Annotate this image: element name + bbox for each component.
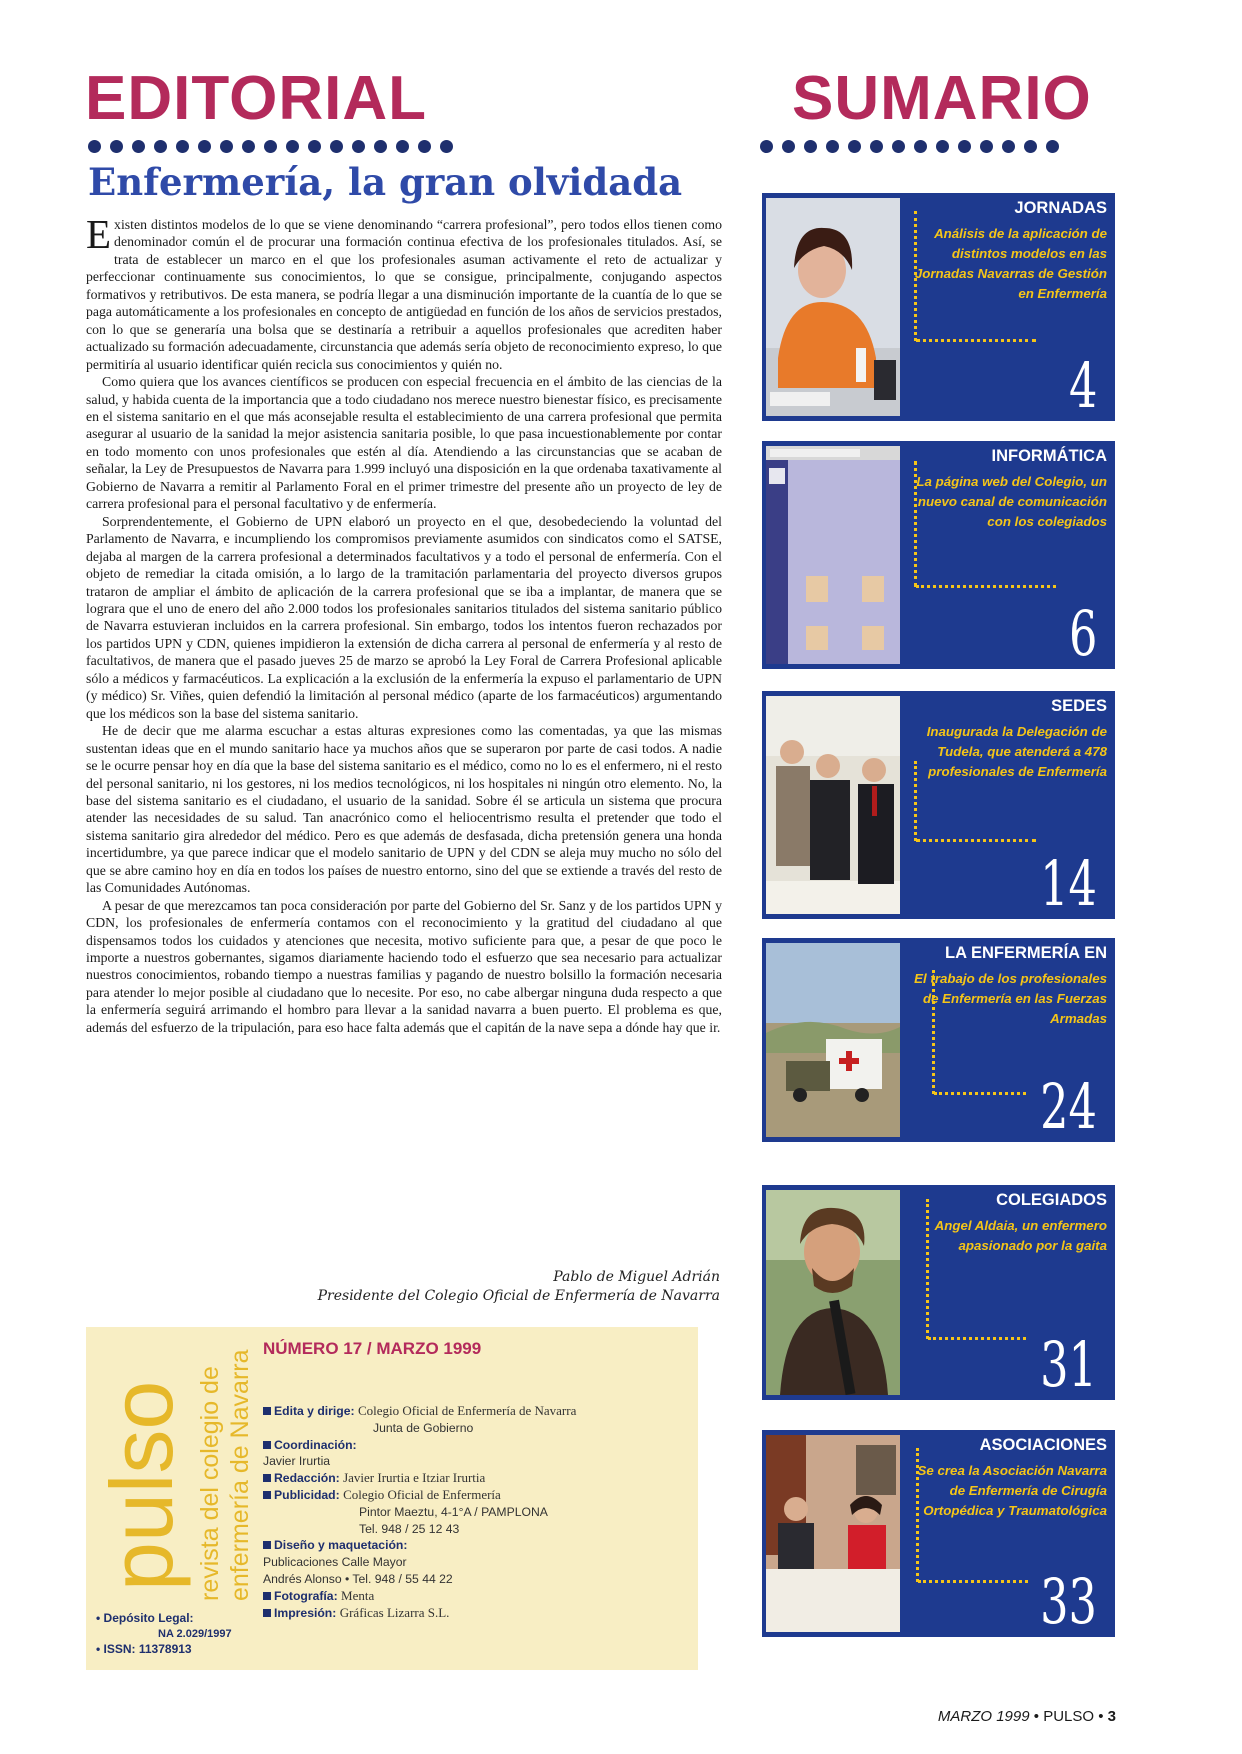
photo-website-screenshot-icon	[766, 446, 900, 664]
editorial-paragraph: Como quiera que los avances científicos se producen con especial frecuencia en el ámbito de las ciencias de la salud, y habida cuenta de la importancia que a todo ciudadano nos merece nuestro bienestar físico, es precisamente en el sistema sanitario en el que más aconsejable resulta el establecimiento de una carrera profesional que permita asegurar al usuario de la sanidad la mejor asistencia sanitaria posible, lo que pasa incuestionablemente por contar en todo momento con unos profesionales que estén al día. Atendiendo a las circunstancias que se acaban de señalar, la Ley de Presupuestos de Navarra para 1.999 incluyó una disposición en la que ordenaba taxativamente al Gobierno de Navarra a remitir al Parlamento Foral en el primer trimestre del presente año un proyecto de ley de carrera profesional para el personal facultativo y de enfermería.	[86, 374, 722, 512]
footer-page-number: 3	[1107, 1708, 1116, 1725]
sumario-item-asociaciones[interactable]	[762, 1430, 1115, 1637]
credit-redaccion: Redacción: Javier Irurtia e Itziar Irurtia	[263, 1470, 683, 1487]
sumario-description: La página web del Colegio, un nuevo canal de comunicación con los colegiados	[916, 474, 1107, 529]
sumario-page-number: 6	[1068, 597, 1097, 670]
editorial-paragraph: Sorprendentemente, el Gobierno de UPN elaboró un proyecto en el que, desobedeciendo la voluntad del Parlamento de Navarra, e incumpliendo los compromisos previamente asumidos con sindicatos como el SATSE, dejaba al margen de la carrera profesional a determinados facultativos y a todo el personal de enfermería. Con el objeto de remediar la citada omisión, a lo largo de la tramitación parlamentaria del proyecto diversos grupos trataron de ampliar el ámbito de aplicación de la carrera profesional que se iba a implantar, de manera que se lograra que el uno de enero del año 2.000 todos los profesionales sanitarios titulados del sistema sanitario público de Navarra estuvieran incluidos en la carrera profesional. Sin embargo, todos los intentos fueron rechazados por los partidos UPN y CDN, quienes impidieron la extensión de dicha carrera al personal de enfermería y al resto de facultativos, de manera que el pasado jueves 25 de marzo se aprobó la Ley Foral de Carrera Profesional aplicable sólo a médicos y farmacéuticos. La explicación a la exclusión de la enfermería la expuso el parlamentario de UPN (y médico) Sr. Viñes, quien defendió la limitación al personal médico (aparte de los farmacéuticos) argumentando que los médicos son la base del sistema sanitario.	[86, 513, 722, 721]
masthead-credits	[263, 1339, 683, 1621]
pulso-logo-text: pulso	[92, 1380, 191, 1591]
sumario-text	[907, 447, 1107, 532]
photo-inauguration-group-icon	[766, 696, 900, 914]
editorial-dot-rule	[88, 140, 453, 153]
legal-info	[96, 1611, 232, 1658]
sumario-item-jornadas[interactable]	[762, 193, 1115, 421]
footer-separator: •	[1033, 1708, 1040, 1725]
sumario-category: INFORMÁTICA	[991, 447, 1107, 465]
issn: • ISSN: 11378913	[96, 1642, 192, 1656]
sumario-text	[907, 944, 1107, 1029]
sumario-page-number: 14	[1040, 847, 1097, 920]
credit-coordinacion-value: Javier Irurtia	[263, 1454, 331, 1469]
sumario-item-colegiados[interactable]	[762, 1185, 1115, 1400]
masthead-tagline	[190, 1345, 254, 1605]
sumario-description: Angel Aldaia, un enfermero apasionado por la gaita	[934, 1218, 1107, 1253]
credit-publicidad-3: Tel. 948 / 25 12 43	[359, 1521, 460, 1536]
sumario-item-informatica[interactable]	[762, 441, 1115, 669]
sumario-text	[907, 697, 1107, 782]
sumario-heading: SUMARIO	[792, 64, 1092, 133]
editorial-paragraph: He de decir que me alarma escuchar a estas alturas expresiones como las comentadas, ya que las mismas sustentan ideas que en el mundo sanitario hace ya muchos años que se superaron por parte de casi todos. A nadie se le ocurre pensar hoy en día que la base del sistema sanitario es el médico, como no lo es el enfermero, ni el resto del personal sanitario, ni los gestores, ni los medios tecnológicos, ni los hospitales ni ningún otro elemento. No, la base del sistema sanitario es el ciudadano, el usuario de la sanidad. Sobre él se articula un sistema que procura atender las necesidades de su salud. Tan anacrónico como el heliocentrismo resulta el pretender que todo el sistema sanitario gira alrededor del médico. Pero es que además de desfasada, dicha pretensión genera una honda incertidumbre, ya que parece indicar que el modelo sanitario de UPN y del CDN se aleja muy mucho no sólo del que se abre camino hoy en día en todos los países de nuestro entorno, sino del que se extiende a través del resto de las Comunidades Autónomas.	[86, 723, 722, 896]
credit-publicidad: Publicidad: Colegio Oficial de Enfermería	[263, 1487, 683, 1504]
credit-diseno: Diseño y maquetación:	[263, 1537, 683, 1554]
sumario-page-number: 33	[1040, 1565, 1097, 1638]
photo-woman-speaker-icon	[766, 198, 900, 416]
footer-magazine: PULSO	[1043, 1708, 1095, 1725]
credit-edita: Edita y dirige: Colegio Oficial de Enfermería de Navarra	[263, 1403, 683, 1420]
sumario-category: LA ENFERMERÍA EN	[945, 944, 1107, 962]
editorial-paragraph: Existen distintos modelos de lo que se viene denominando “carrera profesional”, pero todos ellos tienen como denominador común el de procurar una formación continua efectiva de los profesionales titulados. Así, se trata de establecer un marco en el que los profesionales asuman activamente el reto de actualizar y perfeccionar continuamente sus conocimientos, lo que se consigue, principalmente, conjugando aspectos formativos y retributivos. De esta manera, se podría llegar a una disminución importante de la cuantía de lo que se paga automáticamente a los profesionales en concepto de antigüedad en función de los años de servicios prestados, con lo que se generaría una bolsa que se destinaría a retribuir a aquellos profesionales que acrediten haber actualizado su formación adecuadamente, circunstancia que además sería objeto de reconocimiento expreso, lo que permitiría al usuario identificar quién recicla sus conocimientos y quién no.	[86, 211, 722, 372]
sumario-description: El trabajo de los profesionales de Enfermería en las Fuerzas Armadas	[914, 971, 1107, 1026]
deposito-legal-value: NA 2.029/1997	[158, 1627, 232, 1640]
sumario-item-sedes[interactable]	[762, 691, 1115, 919]
sumario-description: Se crea la Asociación Navarra de Enfermería de Cirugía Ortopédica y Traumatológica	[917, 1463, 1107, 1518]
editorial-title: Enfermería, la gran olvidada	[88, 160, 683, 204]
credit-diseno-value-2: Andrés Alonso • Tel. 948 / 55 44 22	[263, 1571, 453, 1586]
deposito-legal-label: • Depósito Legal:	[96, 1611, 194, 1625]
signature	[318, 1268, 720, 1306]
editorial-heading: EDITORIAL	[85, 64, 427, 133]
photo-bagpipe-player-icon	[766, 1190, 900, 1395]
sumario-page-number: 31	[1040, 1328, 1097, 1401]
editorial-body	[86, 211, 722, 1036]
sumario-text	[907, 1191, 1107, 1256]
photo-meeting-table-icon	[766, 1435, 900, 1632]
sumario-page-number: 4	[1068, 349, 1097, 422]
sumario-category: SEDES	[1051, 697, 1107, 715]
sumario-item-fuerzas-armadas[interactable]	[762, 938, 1115, 1142]
svg-text:revista del colegio de: revista del colegio de	[196, 1366, 224, 1601]
footer-separator: •	[1098, 1708, 1104, 1725]
credit-fotografia: Fotografía: Menta	[263, 1588, 683, 1605]
signature-role: Presidente del Colegio Oficial de Enfermería de Navarra	[317, 1288, 720, 1304]
footer-date: MARZO 1999	[937, 1708, 1030, 1725]
sumario-description: Análisis de la aplicación de distintos modelos en las Jornadas Navarras de Gestión en Enfermería	[914, 226, 1107, 301]
sumario-text	[907, 199, 1107, 304]
signature-name: Pablo de Miguel Adrián	[553, 1269, 720, 1285]
sumario-description: Inaugurada la Delegación de Tudela, que atenderá a 478 profesionales de Enfermería	[926, 724, 1107, 779]
credit-impresion: Impresión: Gráficas Lizarra S.L.	[263, 1605, 683, 1622]
page-footer	[938, 1708, 1116, 1725]
editorial-paragraph: A pesar de que merezcamos tan poca consideración por parte del Gobierno del Sr. Sanz y de los partidos UPN y CDN, los profesionales de enfermería contamos con el reconocimiento y la gratitud del ciudadano al que dispensamos todos los cuidados y atenciones que necesita, motivo suficiente para que, a pesar de que poco le importe a nuestros gobernantes, sigamos diariamente haciendo todo el esfuerzo que sea necesario para actualizar nuestros conocimientos, robando tiempo a nuestras familias y pagando de nuestro bolsillo la formación necesaria para atender lo mejor posible al ciudadano que lo necesite. Por eso, no cabe albergar ninguna duda respecto a que la enfermería seguirá arrimando el hombro para llevar a la sanidad navarra a buen puerto. El problema es que, además del esfuerzo de la tripulación, para eso hace falta además que el capitán de la nave sepa a dónde hay que ir.	[86, 897, 722, 1035]
sumario-page-number: 24	[1040, 1070, 1097, 1143]
sumario-text	[907, 1436, 1107, 1521]
credit-edita-2: Junta de Gobierno	[373, 1420, 474, 1435]
photo-military-ambulance-icon	[766, 943, 900, 1137]
sumario-dot-rule	[760, 140, 1059, 153]
sumario-category: ASOCIACIONES	[979, 1436, 1107, 1454]
credit-publicidad-2: Pintor Maeztu, 4-1°A / PAMPLONA	[359, 1504, 548, 1519]
issue-number: NÚMERO 17 / MARZO 1999	[263, 1339, 482, 1358]
sumario-category: COLEGIADOS	[996, 1191, 1107, 1209]
drop-cap: E	[86, 211, 112, 257]
masthead-box	[86, 1327, 698, 1670]
credit-diseno-value: Publicaciones Calle Mayor	[263, 1555, 407, 1570]
svg-text:enfermería de Navarra: enfermería de Navarra	[226, 1349, 254, 1601]
credit-coordinacion: Coordinación:	[263, 1437, 683, 1454]
sumario-category: JORNADAS	[1014, 199, 1107, 217]
pulso-logo	[92, 1345, 191, 1595]
